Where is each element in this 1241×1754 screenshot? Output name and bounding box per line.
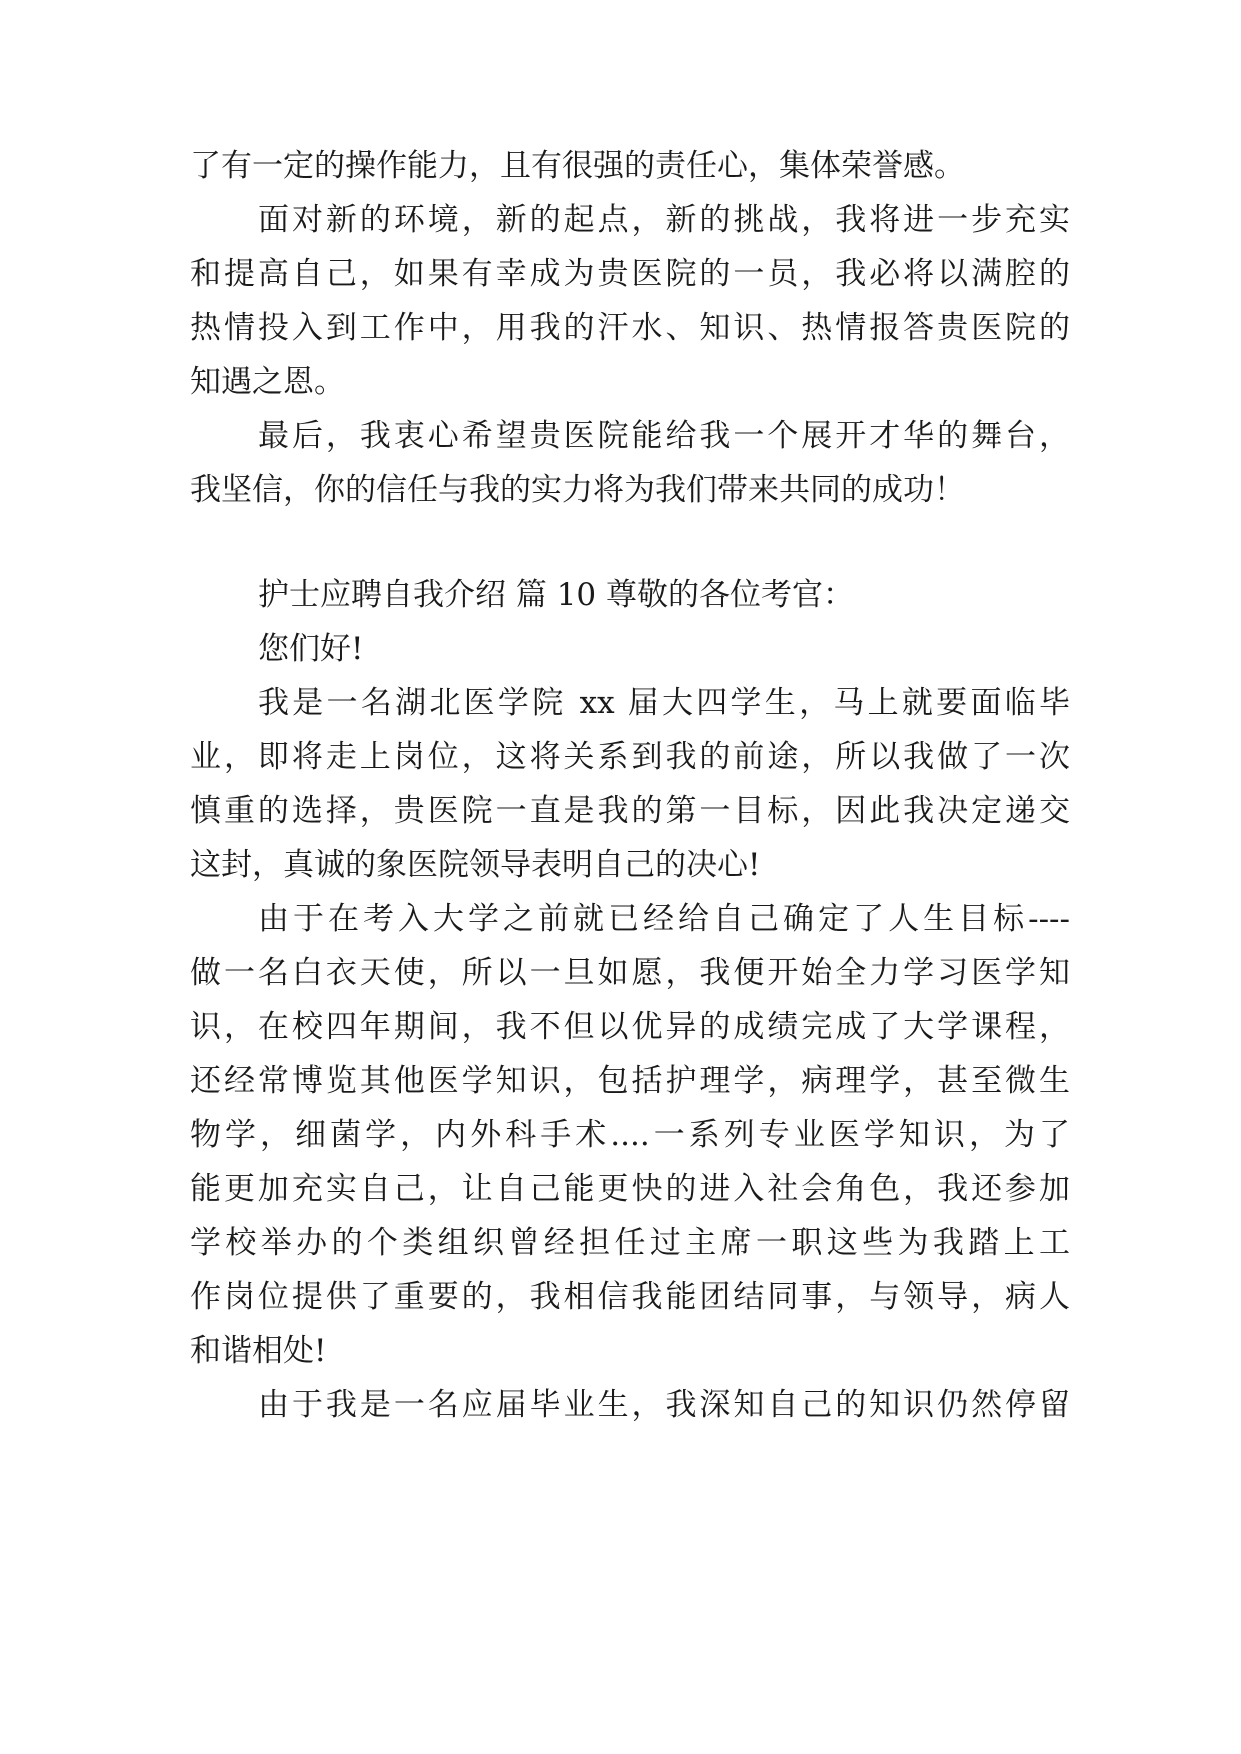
text-line: 了有一定的操作能力，且有很强的责任心，集体荣誉感。 xyxy=(190,148,965,184)
text-line: 和谐相处! xyxy=(190,1333,327,1369)
text-line: 作岗位提供了重要的，我相信我能团结同事，与领导，病人 xyxy=(190,1279,1070,1315)
section-heading: 护士应聘自我介绍 篇 10 尊敬的各位考官： xyxy=(258,577,855,613)
text-line: 识，在校四年期间，我不但以优异的成绩完成了大学课程， xyxy=(190,1009,1070,1045)
text-line: 做一名白衣天使，所以一旦如愿，我便开始全力学习医学知 xyxy=(190,955,1070,991)
text-line: 知遇之恩。 xyxy=(190,364,345,400)
text-line: 物学，细菌学，内外科手术....一系列专业医学知识，为了 xyxy=(190,1117,1070,1153)
text-line: 热情投入到工作中，用我的汗水、知识、热情报答贵医院的 xyxy=(190,310,1070,346)
text-line: 慎重的选择，贵医院一直是我的第一目标，因此我决定递交 xyxy=(190,793,1070,829)
text-line: 还经常博览其他医学知识，包括护理学，病理学，甚至微生 xyxy=(190,1063,1070,1099)
text-line: 学校举办的个类组织曾经担任过主席一职这些为我踏上工 xyxy=(190,1225,1070,1261)
text-line: 由于我是一名应届毕业生，我深知自己的知识仍然停留 xyxy=(258,1387,1070,1423)
text-line: 和提高自己，如果有幸成为贵医院的一员，我必将以满腔的 xyxy=(190,256,1070,292)
text-line: 由于在考入大学之前就已经给自己确定了人生目标---- xyxy=(258,901,1070,937)
text-line: 我是一名湖北医学院 xx 届大四学生，马上就要面临毕 xyxy=(258,685,1070,721)
text-line: 这封，真诚的象医院领导表明自己的决心! xyxy=(190,847,761,883)
text-line: 我坚信，你的信任与我的实力将为我们带来共同的成功！ xyxy=(190,472,965,508)
text-line: 您们好! xyxy=(258,631,364,667)
text-line: 业，即将走上岗位，这将关系到我的前途，所以我做了一次 xyxy=(190,739,1070,775)
text-line: 能更加充实自己，让自己能更快的进入社会角色，我还参加 xyxy=(190,1171,1070,1207)
text-line: 最后，我衷心希望贵医院能给我一个展开才华的舞台， xyxy=(258,418,1070,454)
text-line: 面对新的环境，新的起点，新的挑战，我将进一步充实 xyxy=(258,202,1070,238)
